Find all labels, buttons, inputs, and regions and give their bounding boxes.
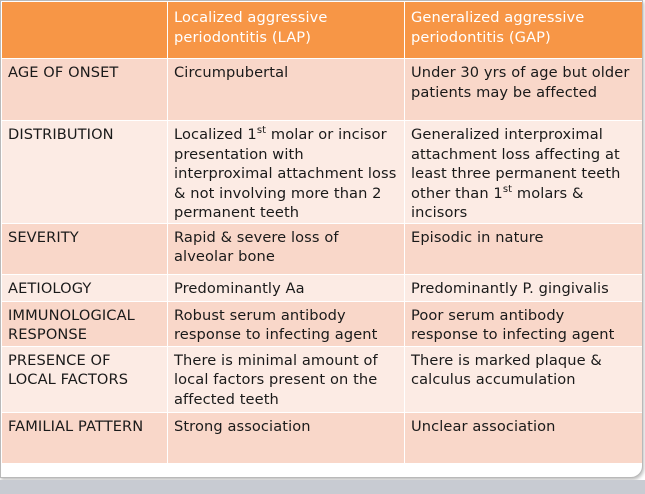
table-row-presence-of-local-factors: [2, 346, 643, 412]
gap-cell: There is marked plaque & calculus accumulation: [405, 346, 643, 412]
gap-cell: Predominantly P. gingivalis: [405, 274, 643, 301]
lap-cell: There is minimal amount of local factors present on the affected teeth: [168, 346, 405, 412]
lap-cell: Circumpubertal: [168, 59, 405, 121]
gap-cell: [405, 121, 643, 224]
gap-cell: Unclear association: [405, 412, 643, 463]
comparison-table: [1, 1, 643, 464]
table-row-age-of-onset: [2, 59, 643, 121]
row-label: AETIOLOGY: [2, 274, 168, 301]
lap-text-pre: Localized 1: [174, 126, 257, 143]
lap-cell: Predominantly Aa: [168, 274, 405, 301]
gap-cell: Episodic in nature: [405, 223, 643, 274]
header-lap: Localized aggressive periodontitis (LAP): [168, 2, 405, 59]
lap-superscript: st: [256, 125, 267, 136]
row-label: IMMUNOLOGICAL RESPONSE: [2, 301, 168, 346]
table-row-immunological-response: [2, 301, 643, 346]
table-row-aetiology: [2, 274, 643, 301]
lap-text-post: molar or incisor presentation with interproximal attachment loss & not involving more than 2 permanent teeth: [174, 126, 397, 221]
row-label: FAMILIAL PATTERN: [2, 412, 168, 463]
gap-text-post: molars & incisors: [411, 184, 584, 221]
row-label: AGE OF ONSET: [2, 59, 168, 121]
table-row-familial-pattern: [2, 412, 643, 463]
table-row-distribution: [2, 121, 643, 224]
row-label: DISTRIBUTION: [2, 121, 168, 224]
gap-cell: Under 30 yrs of age but older patients may be affected: [405, 59, 643, 121]
row-label: PRESENCE OF LOCAL FACTORS: [2, 346, 168, 412]
lap-cell: Rapid & severe loss of alveolar bone: [168, 223, 405, 274]
gap-cell: Poor serum antibody response to infecting agent: [405, 301, 643, 346]
gap-text-pre: Generalized interproximal attachment loss affecting at least three permanent teeth other than 1: [411, 126, 621, 202]
lap-cell: [168, 121, 405, 224]
header-gap: Generalized aggressive periodontitis (GAP): [405, 2, 643, 59]
row-label: SEVERITY: [2, 223, 168, 274]
lap-cell: Strong association: [168, 412, 405, 463]
header-corner-cell: [2, 2, 168, 59]
gap-superscript: st: [502, 183, 513, 195]
bottom-bar: [0, 480, 645, 494]
lap-cell: Robust serum antibody response to infecting agent: [168, 301, 405, 346]
table-row-severity: [2, 223, 643, 274]
table-header-row: [2, 2, 643, 59]
